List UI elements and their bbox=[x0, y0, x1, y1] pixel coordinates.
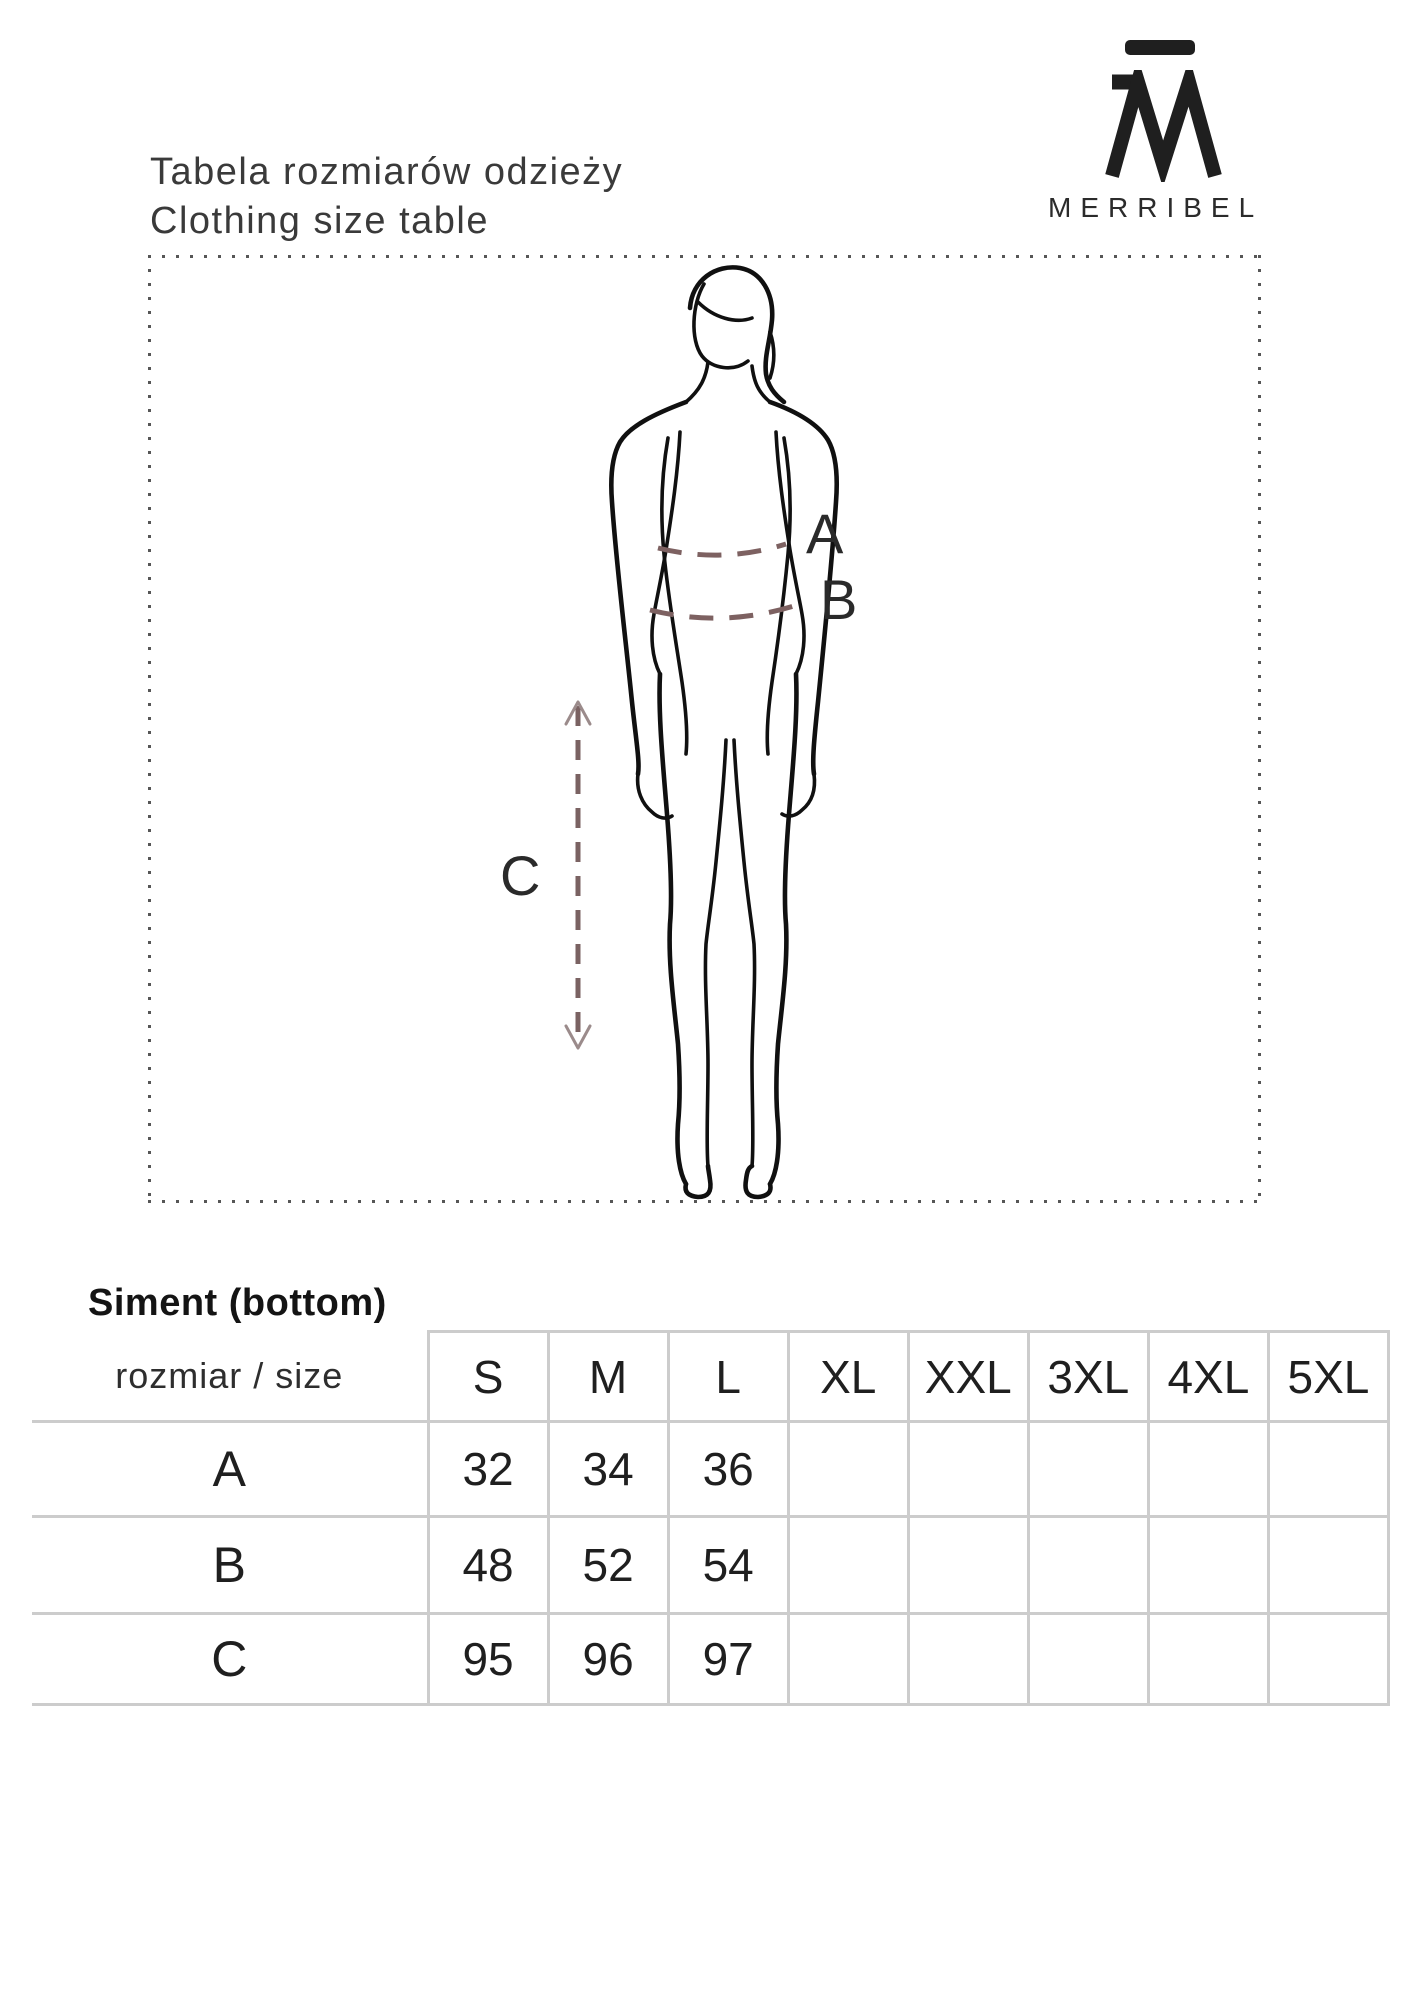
value-b-l: 54 bbox=[668, 1517, 788, 1614]
size-column-header-s: S bbox=[428, 1332, 548, 1422]
value-b-s: 48 bbox=[428, 1517, 548, 1614]
value-c-s: 95 bbox=[428, 1614, 548, 1705]
guide-box-border-left bbox=[148, 255, 151, 1203]
page-title bbox=[150, 148, 623, 246]
value-c-l: 97 bbox=[668, 1614, 788, 1705]
value-a-xxl bbox=[908, 1422, 1028, 1517]
size-column-header-xl: XL bbox=[788, 1332, 908, 1422]
title-line-english: Clothing size table bbox=[150, 200, 490, 242]
value-c-5xl bbox=[1268, 1614, 1388, 1705]
size-column-header-m: M bbox=[548, 1332, 668, 1422]
brand-logo-m-icon bbox=[1096, 70, 1224, 182]
size-column-header-4xl: 4XL bbox=[1148, 1332, 1268, 1422]
size-column-header-3xl: 3XL bbox=[1028, 1332, 1148, 1422]
measure-label-b: B bbox=[820, 568, 858, 631]
size-column-header-5xl: 5XL bbox=[1268, 1332, 1388, 1422]
measure-label-c: C bbox=[500, 844, 541, 907]
value-c-m: 96 bbox=[548, 1614, 668, 1705]
brand-logo-bar bbox=[1125, 40, 1195, 55]
size-column-header-l: L bbox=[668, 1332, 788, 1422]
value-c-xxl bbox=[908, 1614, 1028, 1705]
size-column-header-xxl: XXL bbox=[908, 1332, 1028, 1422]
value-c-4xl bbox=[1148, 1614, 1268, 1705]
size-table-row-b bbox=[32, 1517, 1389, 1614]
brand-name: MERRIBEL bbox=[1048, 192, 1264, 223]
value-b-3xl bbox=[1028, 1517, 1148, 1614]
value-a-m: 34 bbox=[548, 1422, 668, 1517]
value-b-xxl bbox=[908, 1517, 1028, 1614]
figure-sketch bbox=[440, 262, 860, 1202]
value-c-xl bbox=[788, 1614, 908, 1705]
value-c-3xl bbox=[1028, 1614, 1148, 1705]
size-table-row-c bbox=[32, 1614, 1389, 1705]
value-a-s: 32 bbox=[428, 1422, 548, 1517]
guide-box-border-top bbox=[148, 255, 1261, 258]
value-b-5xl bbox=[1268, 1517, 1388, 1614]
row-label-a: A bbox=[32, 1422, 428, 1517]
size-table-corner-label: rozmiar / size bbox=[32, 1332, 428, 1422]
size-table bbox=[32, 1330, 1390, 1706]
value-b-4xl bbox=[1148, 1517, 1268, 1614]
value-a-3xl bbox=[1028, 1422, 1148, 1517]
value-a-5xl bbox=[1268, 1422, 1388, 1517]
title-line-polish: Tabela rozmiarów odzieży bbox=[150, 151, 624, 193]
value-b-xl bbox=[788, 1517, 908, 1614]
product-name: Siment (bottom) bbox=[88, 1282, 387, 1324]
guide-box-border-right bbox=[1258, 255, 1261, 1203]
measure-label-a: A bbox=[806, 502, 844, 565]
value-b-m: 52 bbox=[548, 1517, 668, 1614]
row-label-b: B bbox=[32, 1517, 428, 1614]
value-a-xl bbox=[788, 1422, 908, 1517]
row-label-c: C bbox=[32, 1614, 428, 1705]
size-table-header-row bbox=[32, 1332, 1389, 1422]
value-a-l: 36 bbox=[668, 1422, 788, 1517]
value-a-4xl bbox=[1148, 1422, 1268, 1517]
size-table-row-a bbox=[32, 1422, 1389, 1517]
